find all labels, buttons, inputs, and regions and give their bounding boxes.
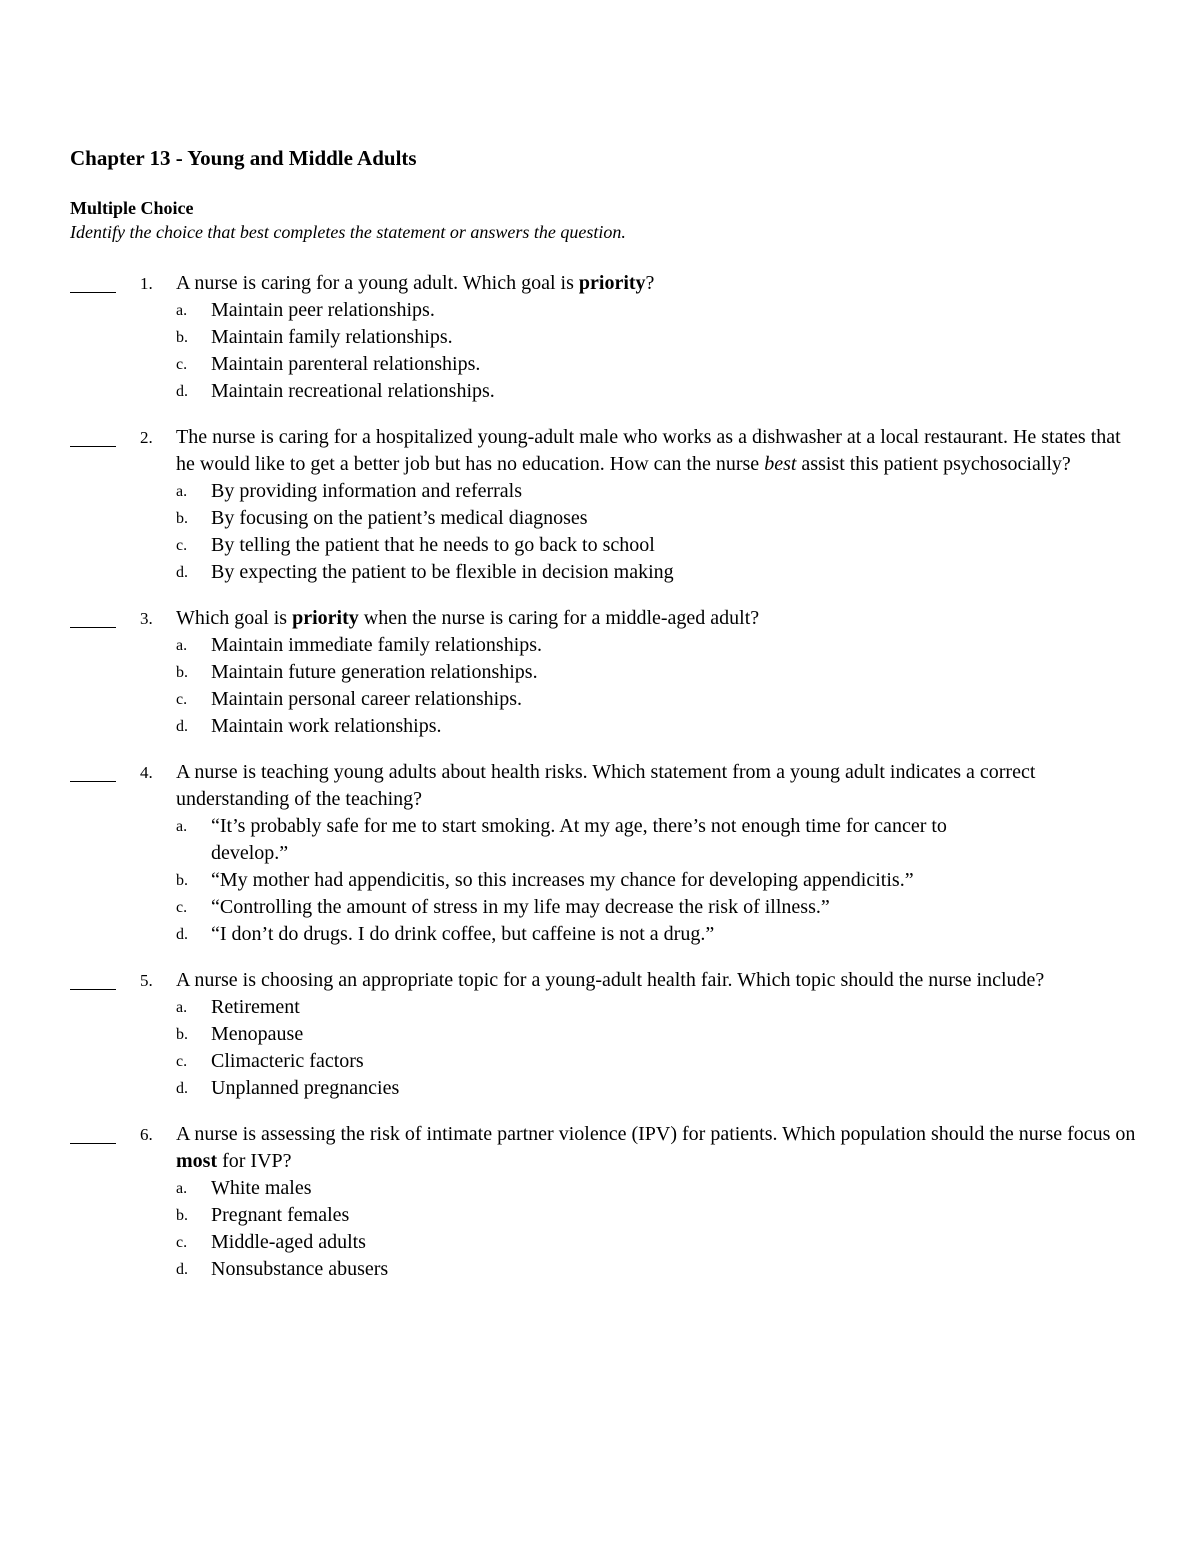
answer-blank[interactable] bbox=[70, 272, 116, 293]
stem-segment: A nurse is choosing an appropriate topic for a young-adult health fair. Which topic should the nurse include? bbox=[176, 969, 1045, 991]
option-letter: c. bbox=[176, 899, 188, 916]
option-text: “I don’t do drugs. I do drink coffee, but caffeine is not a drug.” bbox=[211, 923, 715, 945]
question-stem bbox=[176, 605, 1140, 632]
option-text: Maintain family relationships. bbox=[211, 326, 453, 348]
option-list bbox=[176, 297, 1140, 405]
stem-segment: best bbox=[764, 453, 797, 475]
option-text: Unplanned pregnancies bbox=[211, 1077, 400, 1099]
document-page bbox=[70, 140, 1140, 1302]
option-text: “My mother had appendicitis, so this increases my chance for developing appendicitis.” bbox=[211, 869, 914, 891]
option-letter: d. bbox=[176, 926, 188, 943]
option-letter: d. bbox=[176, 564, 188, 581]
option-letter: d. bbox=[176, 383, 188, 400]
option-letter: d. bbox=[176, 718, 188, 735]
question-item bbox=[70, 270, 1140, 405]
option-list bbox=[176, 478, 1140, 586]
option-letter: c. bbox=[176, 537, 188, 554]
option-letter: b. bbox=[176, 510, 188, 527]
answer-option bbox=[176, 686, 1140, 713]
option-list bbox=[176, 632, 1140, 740]
option-text: Maintain recreational relationships. bbox=[211, 380, 495, 402]
option-text: Maintain personal career relationships. bbox=[211, 688, 522, 710]
question-item bbox=[70, 605, 1140, 740]
option-list bbox=[176, 1175, 1140, 1283]
answer-option bbox=[176, 994, 1140, 1021]
answer-option bbox=[176, 324, 1140, 351]
answer-option bbox=[176, 1075, 1140, 1102]
option-text: “It’s probably safe for me to start smoking. At my age, there’s not enough time for cancer to develop.” bbox=[211, 815, 947, 864]
answer-blank[interactable] bbox=[70, 1123, 116, 1144]
option-letter: c. bbox=[176, 356, 188, 373]
option-letter: c. bbox=[176, 1234, 188, 1251]
option-text: By telling the patient that he needs to go back to school bbox=[211, 534, 655, 556]
option-letter: b. bbox=[176, 329, 188, 346]
stem-segment: A nurse is assessing the risk of intimate partner violence (IPV) for patients. Which population should the nurse focus on bbox=[176, 1123, 1136, 1145]
question-stem bbox=[176, 759, 1140, 813]
page-title: Chapter 13 - Young and Middle Adults bbox=[70, 146, 417, 170]
question-item bbox=[70, 759, 1140, 948]
question-list bbox=[70, 270, 1140, 1283]
question-number: 5. bbox=[140, 971, 153, 990]
stem-segment: for IVP? bbox=[217, 1150, 292, 1172]
stem-segment: A nurse is teaching young adults about health risks. Which statement from a young adult indicates a correct understanding of the teaching? bbox=[176, 761, 1036, 810]
answer-option bbox=[176, 1048, 1140, 1075]
question-stem bbox=[176, 1121, 1140, 1175]
option-text: “Controlling the amount of stress in my life may decrease the risk of illness.” bbox=[211, 896, 830, 918]
answer-option bbox=[176, 713, 1140, 740]
answer-option bbox=[176, 1021, 1140, 1048]
question-number: 2. bbox=[140, 428, 153, 447]
answer-option bbox=[176, 921, 1140, 948]
option-letter: a. bbox=[176, 1180, 188, 1197]
question-item bbox=[70, 967, 1140, 1102]
question-number: 6. bbox=[140, 1125, 153, 1144]
option-text: Middle-aged adults bbox=[211, 1231, 366, 1253]
option-text: Maintain immediate family relationships. bbox=[211, 634, 543, 656]
question-stem bbox=[176, 270, 1140, 297]
stem-segment: A nurse is caring for a young adult. Which goal is bbox=[176, 272, 579, 294]
option-letter: a. bbox=[176, 818, 188, 835]
stem-segment: assist this patient psychosocially? bbox=[796, 453, 1071, 475]
answer-option bbox=[176, 1229, 1140, 1256]
answer-blank[interactable] bbox=[70, 426, 116, 447]
answer-blank[interactable] bbox=[70, 969, 116, 990]
option-letter: a. bbox=[176, 302, 188, 319]
option-text: Maintain future generation relationships. bbox=[211, 661, 538, 683]
answer-blank[interactable] bbox=[70, 607, 116, 628]
question-number: 4. bbox=[140, 763, 153, 782]
option-letter: b. bbox=[176, 664, 188, 681]
stem-segment: Which goal is bbox=[176, 607, 293, 629]
question-stem bbox=[176, 967, 1140, 994]
option-text: By focusing on the patient’s medical diagnoses bbox=[211, 507, 588, 529]
option-letter: a. bbox=[176, 483, 188, 500]
answer-option bbox=[176, 559, 1140, 586]
section-instructions: Identify the choice that best completes the statement or answers the question. bbox=[70, 222, 626, 242]
option-text: Menopause bbox=[211, 1023, 304, 1045]
option-letter: a. bbox=[176, 637, 188, 654]
option-letter: b. bbox=[176, 1026, 188, 1043]
answer-option bbox=[176, 505, 1140, 532]
question-item bbox=[70, 424, 1140, 586]
answer-option bbox=[176, 478, 1140, 505]
option-letter: d. bbox=[176, 1080, 188, 1097]
option-list bbox=[176, 813, 1140, 948]
question-number: 1. bbox=[140, 274, 153, 293]
answer-option bbox=[176, 351, 1140, 378]
answer-option bbox=[176, 659, 1140, 686]
answer-option bbox=[176, 378, 1140, 405]
option-letter: c. bbox=[176, 1053, 188, 1070]
question-body bbox=[176, 759, 1140, 948]
question-item bbox=[70, 1121, 1140, 1283]
option-list bbox=[176, 994, 1140, 1102]
option-letter: d. bbox=[176, 1261, 188, 1278]
answer-option bbox=[176, 813, 1140, 867]
section-heading: Multiple Choice bbox=[70, 198, 194, 218]
option-text: By providing information and referrals bbox=[211, 480, 523, 502]
option-letter: c. bbox=[176, 691, 188, 708]
stem-segment: The nurse is caring for a hospitalized young-adult male who works as a dishwasher at a local restaurant. He states that he would like to get a better job but has no education. How can the nurse bbox=[176, 426, 1121, 475]
option-text: Maintain peer relationships. bbox=[211, 299, 435, 321]
question-body bbox=[176, 1121, 1140, 1283]
answer-option bbox=[176, 1202, 1140, 1229]
answer-blank[interactable] bbox=[70, 761, 116, 782]
option-text: Climacteric factors bbox=[211, 1050, 364, 1072]
answer-option bbox=[176, 532, 1140, 559]
option-text: Maintain work relationships. bbox=[211, 715, 442, 737]
option-text: Retirement bbox=[211, 996, 300, 1018]
question-stem bbox=[176, 424, 1140, 478]
option-letter: b. bbox=[176, 1207, 188, 1224]
option-text: Pregnant females bbox=[211, 1204, 350, 1226]
stem-segment: ? bbox=[645, 272, 655, 294]
option-text: Nonsubstance abusers bbox=[211, 1258, 389, 1280]
option-text: By expecting the patient to be flexible in decision making bbox=[211, 561, 674, 583]
answer-option bbox=[176, 1256, 1140, 1283]
answer-option bbox=[176, 894, 1140, 921]
option-text: Maintain parenteral relationships. bbox=[211, 353, 481, 375]
question-body bbox=[176, 605, 1140, 740]
answer-option bbox=[176, 1175, 1140, 1202]
question-body bbox=[176, 424, 1140, 586]
answer-option bbox=[176, 297, 1140, 324]
stem-segment: priority bbox=[578, 272, 646, 294]
stem-segment: most bbox=[176, 1150, 218, 1172]
option-text: White males bbox=[211, 1177, 312, 1199]
answer-option bbox=[176, 867, 1140, 894]
question-number: 3. bbox=[140, 609, 153, 628]
stem-segment: priority bbox=[292, 607, 359, 629]
stem-segment: when the nurse is caring for a middle-aged adult? bbox=[358, 607, 760, 629]
answer-option bbox=[176, 632, 1140, 659]
question-body bbox=[176, 967, 1140, 1102]
question-body bbox=[176, 270, 1140, 405]
option-letter: a. bbox=[176, 999, 188, 1016]
option-letter: b. bbox=[176, 872, 188, 889]
